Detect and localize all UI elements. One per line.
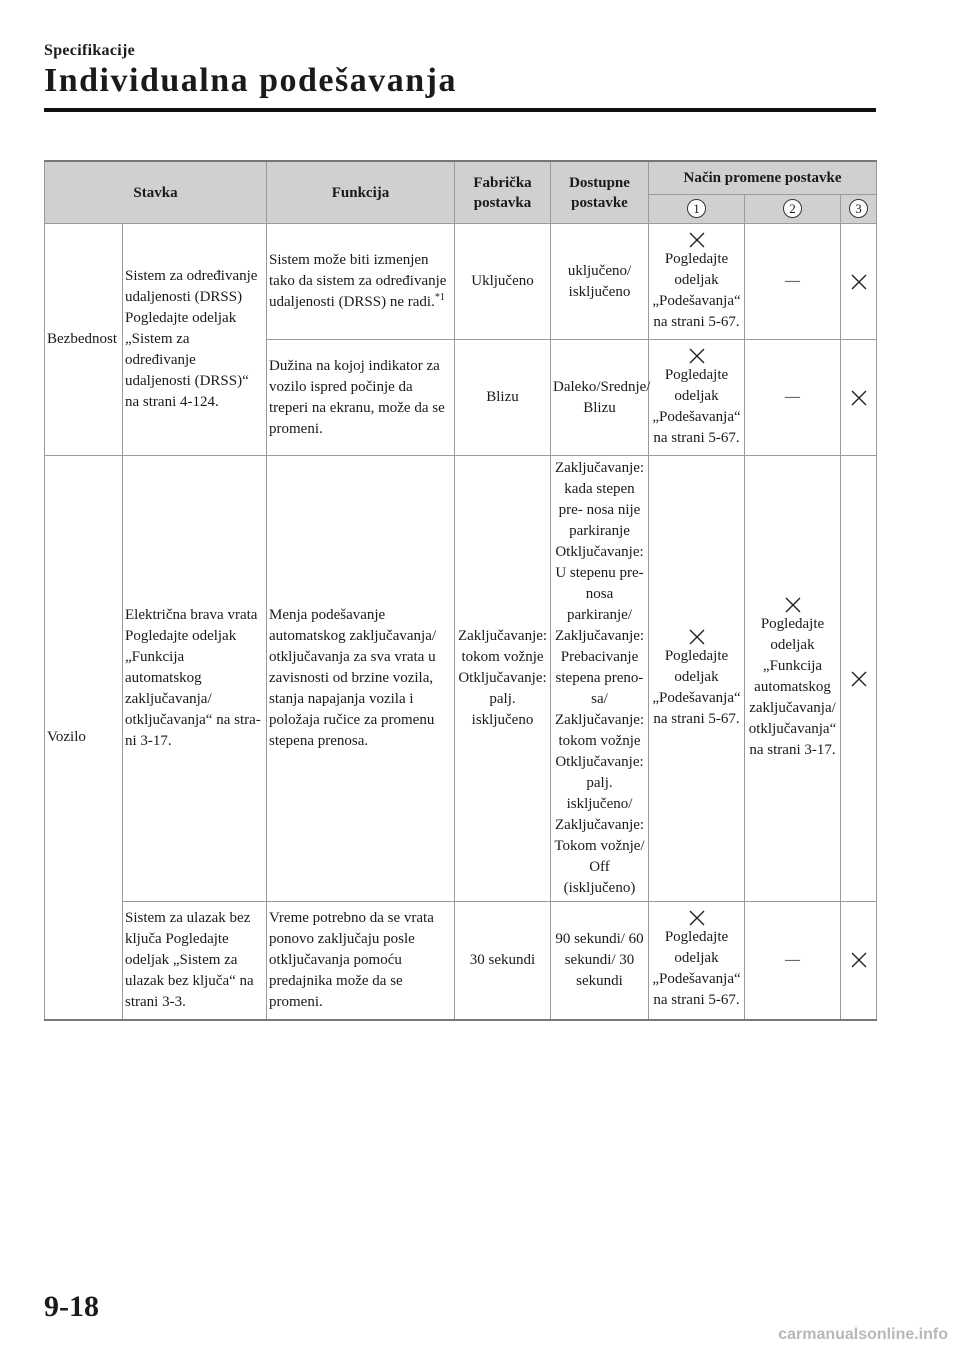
method-3-badge: 3 — [849, 199, 868, 218]
method-2-header — [745, 195, 841, 224]
cross-mark-icon — [784, 596, 802, 614]
method-2-badge: 2 — [783, 199, 802, 218]
watermark: carmanualsonline.info — [778, 1326, 948, 1343]
method-2-cell: — — [745, 340, 841, 456]
available-cell: uključeno/ isključeno — [551, 224, 649, 340]
category-cell: Bezbednost — [45, 224, 123, 456]
factory-cell: Blizu — [455, 340, 551, 456]
method-3-cell — [841, 456, 877, 902]
col-header-fabricka: Fabrička postavka — [455, 161, 551, 224]
method-1-cell — [649, 340, 745, 456]
table-row — [45, 224, 877, 340]
function-cell: Dužina na kojoj indikator za vozilo ispred počinje da treperi na ekranu, može da se promeni. — [267, 340, 455, 456]
col-header-nacin: Način promene postavke — [649, 161, 877, 195]
available-cell: Zaključavanje: kada stepen pre- nosa nije parkiranje Otključavanje: U stepenu pre- nosa parkiranje/ Zaključavanje: Prebacivanje stepena preno- sa/ Zaključavanje: tokom vožnje Otključavanje: palj. isključeno/ Zaključavanje: Tokom vožnje/ Off (isključeno) — [551, 456, 649, 902]
settings-table — [44, 160, 877, 1021]
available-cell: 90 sekundi/ 60 sekundi/ 30 sekundi — [551, 902, 649, 1020]
method-1-cell — [649, 224, 745, 340]
col-header-funkcija: Funkcija — [267, 161, 455, 224]
method-3-cell — [841, 340, 877, 456]
table-row — [45, 456, 877, 902]
cross-mark-icon — [688, 347, 706, 365]
cross-mark-icon — [850, 951, 868, 969]
cross-mark-icon — [688, 909, 706, 927]
footnote-marker: *1 — [434, 292, 445, 303]
cross-mark-icon — [850, 273, 868, 291]
method-2-cell: — — [745, 224, 841, 340]
method-1-cell — [649, 902, 745, 1020]
col-header-dostupne: Dostupne postavke — [551, 161, 649, 224]
item-cell: Sistem za određivanje udaljenosti (DRSS) Pogledajte odeljak „Sistem za određivanje udaljenosti (DRSS)“ na strani 4-124. — [123, 224, 267, 456]
method-1-note: Pogledajte odeljak „Podešavanja“ na strani 5-67. — [652, 929, 741, 1009]
cross-mark-icon — [688, 628, 706, 646]
col-header-stavka: Stavka — [45, 161, 267, 224]
table-header-row — [45, 161, 877, 195]
method-2-cell: — — [745, 902, 841, 1020]
method-3-header — [841, 195, 877, 224]
method-3-cell — [841, 224, 877, 340]
method-1-note: Pogledajte odeljak „Podešavanja“ na strani 5-67. — [652, 366, 741, 446]
function-cell — [267, 224, 455, 340]
factory-cell: Zaključavanje: tokom vožnje Otključavanje: palj. isključeno — [455, 456, 551, 902]
method-1-header — [649, 195, 745, 224]
method-2-cell — [745, 456, 841, 902]
method-3-cell — [841, 902, 877, 1020]
category-cell: Vozilo — [45, 456, 123, 1020]
page-number: 9-18 — [44, 1290, 99, 1323]
factory-cell: 30 sekundi — [455, 902, 551, 1020]
method-1-note: Pogledajte odeljak „Podešavanja“ na strani 5-67. — [652, 647, 741, 727]
function-cell: Vreme potrebno da se vrata ponovo zaključaju posle otključavanja pomoću predajnika može da se promeni. — [267, 902, 455, 1020]
function-text: Sistem može biti izmenjen tako da sistem za određivanje udaljenosti (DRSS) ne radi. — [269, 252, 447, 310]
factory-cell: Uključeno — [455, 224, 551, 340]
cross-mark-icon — [850, 389, 868, 407]
cross-mark-icon — [688, 231, 706, 249]
method-2-note: Pogledajte odeljak „Funkcija automatskog zaključavanja/ otključavanja“ na strani 3-17. — [748, 616, 837, 758]
item-cell: Električna brava vrata Pogledajte odeljak „Funkcija automatskog zaključavanja/ otključavanja“ na stra- ni 3-17. — [123, 456, 267, 902]
function-cell: Menja podešavanje automatskog zaključavanja/ otključavanja za sva vrata u zavisnosti od brzine vozila, stanja napajanja vozila i položaja ručice za promenu stepena prenosa. — [267, 456, 455, 902]
method-1-cell — [649, 456, 745, 902]
page-title: Individualna podešavanja — [44, 62, 457, 99]
section-label: Specifikacije — [44, 42, 135, 59]
title-divider — [44, 108, 876, 112]
method-1-note: Pogledajte odeljak „Podešavanja“ na strani 5-67. — [652, 250, 741, 330]
method-1-badge: 1 — [687, 199, 706, 218]
table-row — [45, 902, 877, 1020]
available-cell: Daleko/Srednje/ Blizu — [551, 340, 649, 456]
cross-mark-icon — [850, 670, 868, 688]
item-cell: Sistem za ulazak bez ključa Pogledajte odeljak „Sistem za ulazak bez ključa“ na strani 3-3. — [123, 902, 267, 1020]
